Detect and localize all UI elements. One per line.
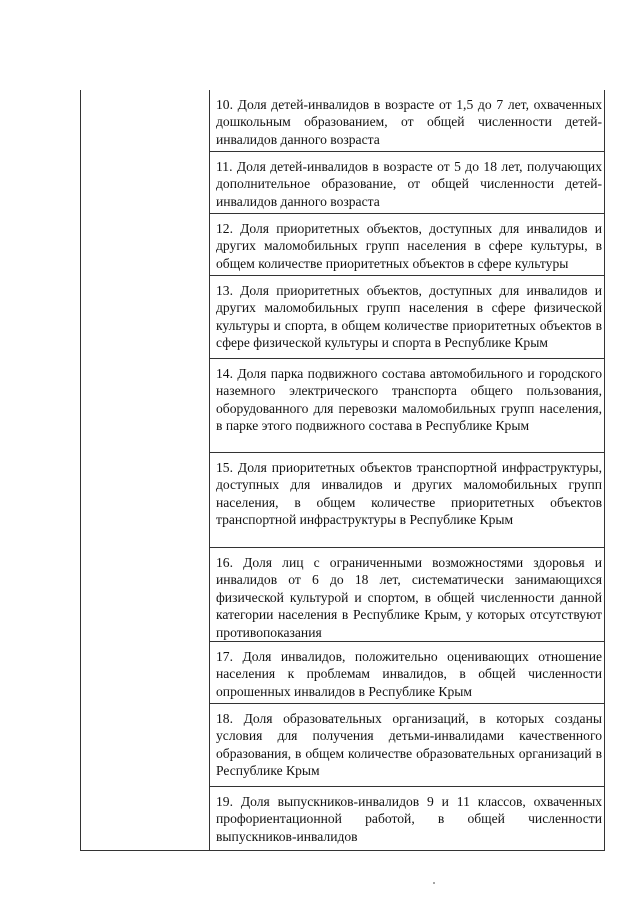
row-text: 19. Доля выпускников-инвалидов 9 и 11 классов, охваченных профориентационной работой, в общей численности выпускников-инвалидов (216, 794, 602, 844)
row-text: 12. Доля приоритетных объектов, доступных для инвалидов и других маломобильных групп населения в сфере культуры, в общем количестве приоритетных объектов в сфере культуры (216, 221, 602, 271)
row-text: 17. Доля инвалидов, положительно оценивающих отношение населения к проблемам инвалидов, в общей численности опрошенных инвалидов в Республике Крым (216, 649, 602, 699)
table-row-17 (210, 642, 604, 704)
table-row-19 (210, 787, 604, 851)
table-row-16 (210, 548, 604, 642)
row-text: 11. Доля детей-инвалидов в возрасте от 5 до 18 лет, получающих дополнительное образование, от общей численности детей-инвалидов данного возраста (216, 159, 602, 209)
scan-speck (433, 882, 435, 884)
table-right-column (209, 90, 605, 851)
indicators-table (80, 90, 605, 851)
table-row-12 (210, 214, 604, 276)
table-row-11 (210, 152, 604, 214)
row-text: 18. Доля образовательных организаций, в которых созданы условия для получения детьми-инвалидами качественного образования, в общем количестве образовательных организаций в Республике Крым (216, 711, 602, 779)
table-row-18 (210, 704, 604, 787)
table-left-column (80, 90, 209, 851)
row-text: 13. Доля приоритетных объектов, доступных для инвалидов и других маломобильных групп населения в сфере физической культуры и спорта, в общем количестве приоритетных объектов в сфере физической культуры и спорта в Республике Крым (216, 283, 602, 351)
row-text: 15. Доля приоритетных объектов транспортной инфраструктуры, доступных для инвалидов и других маломобильных групп населения, в общем количестве приоритетных объектов транспортной инфраструктуры в Республике Крым (216, 460, 602, 528)
row-text: 10. Доля детей-инвалидов в возрасте от 1,5 до 7 лет, охваченных дошкольным образованием, от общей численности детей-инвалидов данного возраста (216, 97, 602, 147)
table-row-14 (210, 359, 604, 453)
table-row-10 (210, 90, 604, 152)
table-row-13 (210, 276, 604, 359)
table-row-15 (210, 453, 604, 548)
row-text: 14. Доля парка подвижного состава автомобильного и городского наземного электрического транспорта общего пользования, оборудованного для перевозки маломобильных групп населения, в парке этого подвижного состава в Республике Крым (216, 366, 602, 434)
row-text: 16. Доля лиц с ограниченными возможностями здоровья и инвалидов от 6 до 18 лет, систематически занимающихся физической культурой и спортом, в общей численности данной категории населения в Республике Крым, у которых отсутствуют противопоказания (216, 555, 602, 640)
